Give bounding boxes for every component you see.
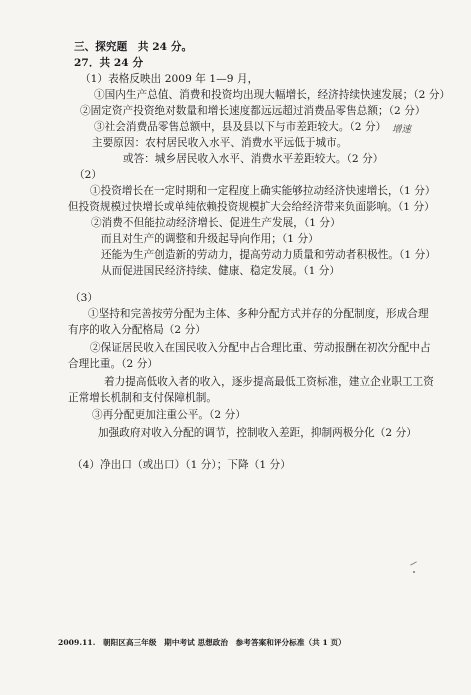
part1-item3: ③社会消费品零售总额中，县及县以下与市差距较大。（2 分） (94, 121, 387, 133)
part1-intro: （1）表格反映出 2009 年 1—9 月， (80, 73, 259, 85)
part3-label: （3） (70, 292, 99, 304)
part2-item1-b: 但投资规模过快增长或单纯依赖投资规模扩大会给经济带来负面影响。（1 分） (68, 201, 435, 213)
page-footer: 2009.11. 朝阳区高三年级 期中考试 思想政治 参考答案和评分标准（共 1 页） (58, 638, 346, 647)
part3-item1-b: 有序的收入分配格局（2 分） (68, 324, 206, 336)
part4-answer: （4）净出口（或出口）（1 分）；下降（1 分） (72, 459, 291, 471)
part3-item2-b: 合理比重。（2 分） (68, 358, 159, 370)
scan-mark (410, 561, 417, 565)
part1-reason: 主要原因：农村居民收入水平、消费水平远低于城市。 (92, 137, 348, 149)
part1-or-answer: 或答：城乡居民收入水平、消费水平差距较大。（2 分） (123, 153, 384, 165)
part2-item2-d: 从而促进国民经济持续、健康、稳定发展。（1 分） (101, 265, 341, 277)
part3-item2-d: 正常增长机制和支付保障机制。 (68, 392, 218, 404)
part3-item3: ③再分配更加注重公平。（2 分） (92, 409, 246, 421)
part3-item3-b: 加强政府对收入分配的调节，控制收入差距，抑制两极分化（2 分） (98, 427, 417, 439)
part3-item1-a: ①坚持和完善按劳分配为主体、多种分配方式并存的分配制度，形成合理 (88, 308, 429, 320)
part3-item2-c: 着力提高低收入者的收入，逐步提高最低工资标准，建立企业职工工资 (104, 376, 434, 388)
question-number: 27．共 24 分 (74, 57, 144, 69)
part2-item2-a: ②消费不但能拉动经济增长、促进生产发展，（1 分） (91, 217, 341, 229)
section-heading: 三、探究题 共 24 分。 (74, 41, 193, 53)
part2-item2-c: 还能为生产创造新的劳动力，提高劳动力质量和劳动者积极性。（1 分） (101, 249, 436, 261)
part1-item2: ②固定资产投资绝对数量和增长速度都远远超过消费品零售总额；（2 分） (80, 105, 426, 117)
scan-speck (413, 571, 415, 573)
handwritten-note: 增速 (392, 124, 412, 135)
part2-label: （2） (74, 169, 103, 181)
part2-item1-a: ①投资增长在一定时期和一定程度上确实能够拉动经济快速增长，（1 分） (90, 185, 436, 197)
part3-item2-a: ②保证居民收入在国民收入分配中占合理比重、劳动报酬在初次分配中占 (90, 342, 431, 354)
part1-item1: ①国内生产总值、消费和投资均出现大幅增长，经济持续快速发展；（2 分） (94, 89, 451, 101)
part2-item2-b: 而且对生产的调整和升级起导向作用；（1 分） (101, 233, 319, 245)
